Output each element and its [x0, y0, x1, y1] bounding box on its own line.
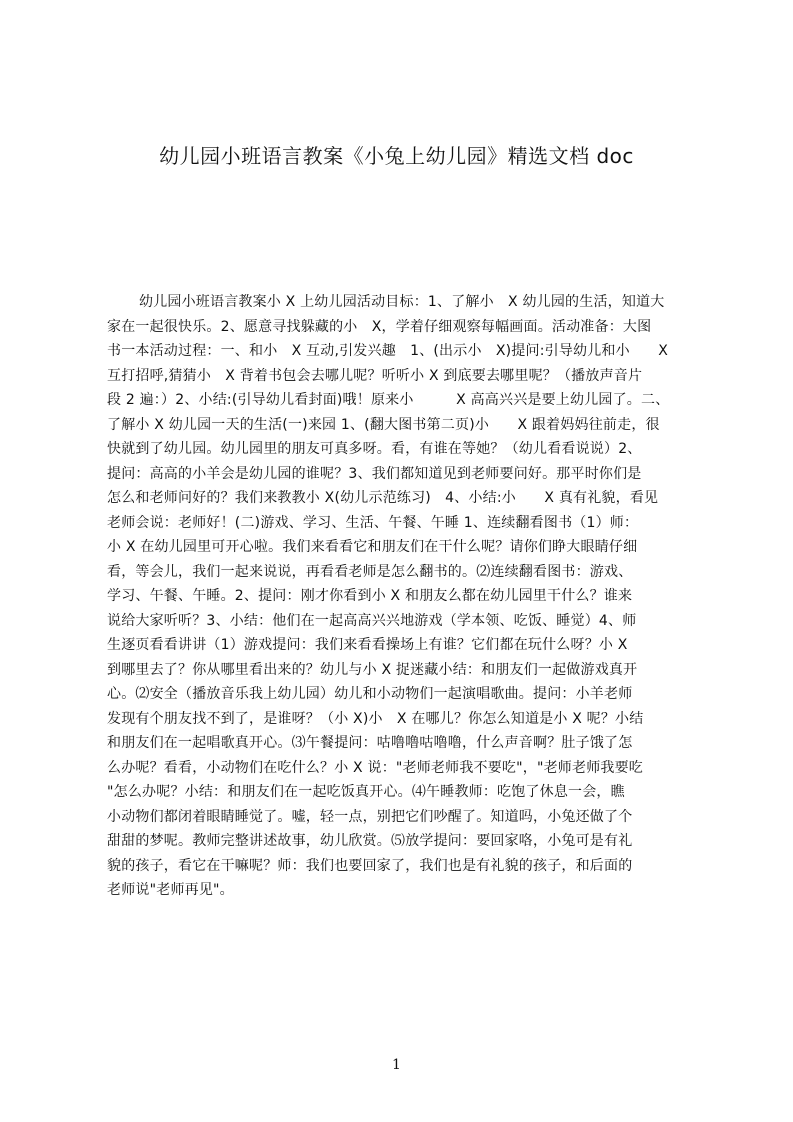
body-line: 到哪里去了？你从哪里看出来的？幼儿与小 X 捉迷藏小结：和朋友们一起做游戏真开 [107, 661, 638, 678]
body-line: 书一本活动过程：一、和小 X 互动,引发兴趣 1、(出示小 X)提问:引导幼儿和小 X [107, 343, 669, 359]
body-line: 貌的孩子，看它在干嘛呢？师：我们也要回家了，我们也是有礼貌的孩子，和后面的 [107, 857, 633, 874]
body-line: 小 X 在幼儿园里可开心啦。我们来看看它和朋友们在干什么呢？请你们睁大眼睛仔细 [107, 539, 638, 555]
body-line: 了解小 X 幼儿园一天的生活(一)来园 1、(翻大图书第二页)小 X 跟着妈妈往前走，很 [107, 416, 660, 433]
body-line: 生逐页看看讲讲（1）游戏提问：我们来看看操场上有谁？它们都在玩什么呀？小 X [107, 637, 628, 653]
body-line: "怎么办呢？小结：和朋友们在一起吃饭真开心。⑷午睡教师：吃饱了休息一会，瞧 [107, 784, 625, 800]
body-line: 学习、午餐、午睡。2、提问：刚才你看到小 X 和朋友么都在幼儿园里干什么？谁来 [107, 588, 633, 604]
body-line: 快就到了幼儿园。幼儿园里的朋友可真多呀。看，有谁在等她？（幼儿看看说说）2、 [107, 441, 642, 457]
body-line: 提问：高高的小羊会是幼儿园的谁呢？3、我们都知道见到老师要问好。那平时你们是 [107, 465, 642, 482]
body-line: 甜甜的梦呢。教师完整讲述故事，幼儿欣赏。⑸放学提问：要回家咯，小兔可是有礼 [107, 833, 633, 849]
body-line: 老师会说：老师好！(二)游戏、学习、生活、午餐、午睡 1、连续翻看图书（1）师： [107, 514, 639, 531]
body-line: 么办呢？看看，小动物们在吃什么？小 X 说："老师老师我不要吃"，"老师老师我要吃 [107, 759, 644, 776]
body-line: 怎么和老师问好的？我们来教教小 X(幼儿示范练习) 4、小结:小 X 真有礼貌，看见 [107, 490, 659, 506]
body-line: 和朋友们在一起唱歌真开心。⑶午餐提问：咕噜噜咕噜噜，什么声音啊？肚子饿了怎 [107, 735, 633, 751]
body-line: 说给大家听听？3、小结：他们在一起高高兴兴地游戏（学本领、吃饭、睡觉）4、师 [107, 612, 637, 629]
body-line: 发现有个朋友找不到了，是谁呀？（小 X)小 X 在哪儿？你怎么知道是小 X 呢？小结 [107, 710, 644, 727]
body-line: 看，等会儿，我们一起来说说，再看看老师是怎么翻书的。⑵连续翻看图书：游戏、 [107, 563, 633, 580]
document-body [107, 290, 699, 903]
document-title: 幼儿园小班语言教案《小兔上幼儿园》精选文档 doc [159, 144, 634, 168]
body-line: 小动物们都闭着眼睛睡觉了。嘘，轻一点，别把它们吵醒了。知道吗，小兔还做了个 [107, 808, 633, 825]
body-line: 老师说"老师再见"。 [107, 882, 234, 898]
body-line: 互打招呼,猜猜小 X 背着书包会去哪儿呢？听听小 X 到底要去哪里呢？（播放声音片 [107, 367, 643, 384]
page-number: 1 [392, 1057, 401, 1073]
body-line: 心。⑵安全（播放音乐我上幼儿园）幼儿和小动物们一起演唱歌曲。提问：小羊老师 [107, 686, 633, 702]
body-line: 段 2 遍：）2、小结:(引导幼儿看封面)哦！原来小 X 高高兴兴是要上幼儿园了。二、 [107, 392, 670, 408]
body-line: 家在一起很快乐。2、愿意寻找躲藏的小 X，学着仔细观察每幅画面。活动准备：大图 [107, 318, 652, 335]
body-line: 幼儿园小班语言教案小 X 上幼儿园活动目标：1、了解小 X 幼儿园的生活，知道大 [139, 294, 665, 310]
